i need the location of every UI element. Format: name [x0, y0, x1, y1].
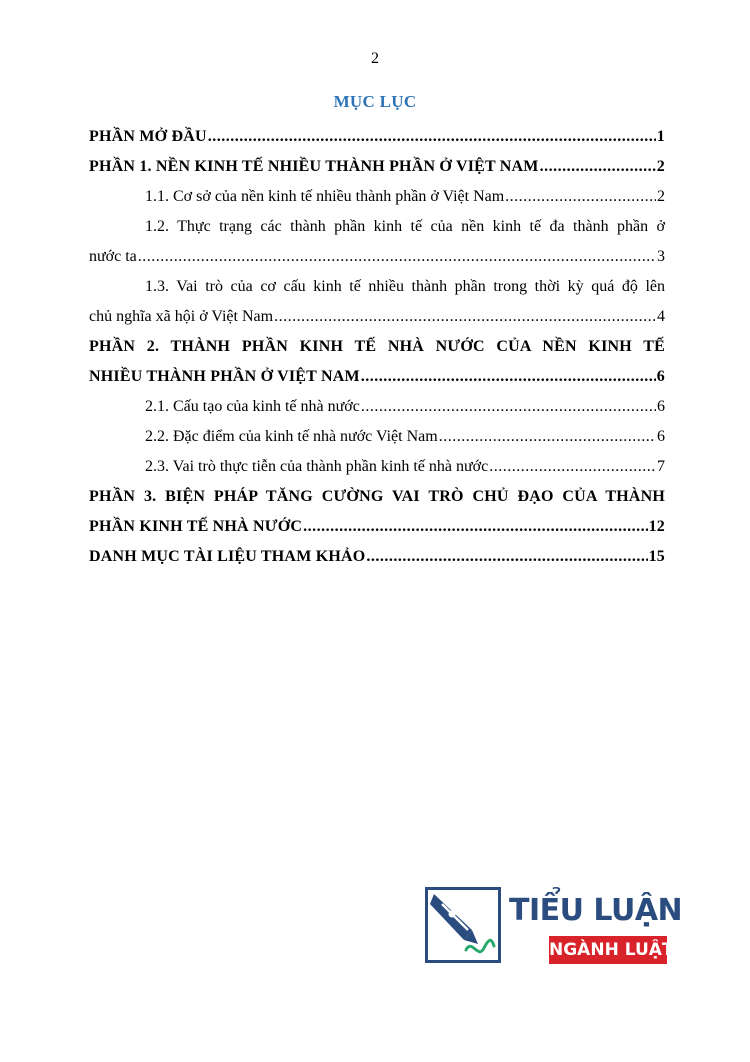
toc-entry-page: 7: [657, 458, 665, 475]
toc-entry-text-line2: chủ nghĩa xã hội ở Việt Nam: [89, 308, 274, 325]
toc-entry-page: 2: [656, 158, 665, 175]
toc-entry-1-3[interactable]: [89, 272, 665, 332]
toc-entry-2-2[interactable]: [89, 422, 665, 452]
toc-entry-intro[interactable]: [89, 122, 665, 152]
table-of-contents: [89, 122, 665, 572]
toc-entry-1-1[interactable]: [89, 182, 665, 212]
toc-entry-text: PHẦN MỞ ĐẦU: [89, 128, 207, 145]
toc-entry-2-3[interactable]: [89, 452, 665, 482]
toc-entry-page: 2: [657, 188, 665, 205]
toc-entry-text-line2: NHIỀU THÀNH PHẦN Ở VIỆT NAM: [89, 368, 360, 385]
toc-entry-page: 6: [657, 428, 665, 445]
toc-entry-text: PHẦN 1. NỀN KINH TẾ NHIỀU THÀNH PHẦN Ở VIỆT NAM: [89, 158, 539, 175]
toc-entry-references[interactable]: [89, 542, 665, 572]
logo-emblem: [425, 887, 501, 963]
toc-entry-text-line1: 1.3. Vai trò của cơ cấu kinh tế nhiều thành phần trong thời kỳ quá độ lên: [145, 278, 665, 295]
toc-entry-text-line1: 1.2. Thực trạng các thành phần kinh tế của nền kinh tế đa thành phần ở: [145, 218, 665, 235]
dot-leader: [361, 392, 656, 422]
toc-entry-text: 2.2. Đặc điểm của kinh tế nhà nước Việt Nam: [145, 428, 438, 445]
toc-entry-text: 2.3. Vai trò thực tiễn của thành phần kinh tế nhà nước: [145, 458, 489, 475]
toc-entry-page: 3: [657, 248, 665, 265]
toc-entry-text-line2: PHẦN KINH TẾ NHÀ NƯỚC: [89, 518, 303, 535]
toc-entry-page: 4: [657, 308, 665, 325]
dot-leader: [366, 542, 647, 572]
dot-leader: [361, 362, 656, 392]
toc-entry-text: 1.1. Cơ sở của nền kinh tế nhiều thành phần ở Việt Nam: [145, 188, 505, 205]
toc-entry-text-line2: nước ta: [89, 248, 137, 265]
toc-entry-text: 2.1. Cấu tạo của kinh tế nhà nước: [145, 398, 360, 415]
page-number: 2: [371, 50, 379, 67]
logo-title: TIỂU LUẬN: [509, 893, 683, 928]
toc-entry-text: DANH MỤC TÀI LIỆU THAM KHẢO: [89, 548, 366, 565]
dot-leader: [138, 242, 656, 272]
toc-entry-text-line1: PHẦN 2. THÀNH PHẦN KINH TẾ NHÀ NƯỚC CỦA NỀN KINH TẾ: [89, 338, 665, 355]
dot-leader: [489, 452, 656, 482]
toc-entry-part-1[interactable]: [89, 152, 665, 182]
toc-entry-part-2[interactable]: [89, 332, 665, 392]
brand-logo: [425, 887, 683, 967]
toc-entry-page: 6: [657, 398, 665, 415]
toc-entry-page: 1: [656, 128, 665, 145]
logo-subtitle: NGÀNH LUẬT: [549, 936, 667, 964]
dot-leader: [208, 122, 656, 152]
dot-leader: [540, 152, 656, 182]
dot-leader: [505, 182, 656, 212]
dot-leader: [274, 302, 656, 332]
toc-entry-page: 6: [656, 368, 665, 385]
toc-entry-1-2[interactable]: [89, 212, 665, 272]
toc-entry-page: 15: [648, 548, 665, 565]
dot-leader: [439, 422, 656, 452]
toc-entry-text-line1: PHẦN 3. BIỆN PHÁP TĂNG CƯỜNG VAI TRÒ CHỦ ĐẠO CỦA THÀNH: [89, 488, 665, 505]
dot-leader: [303, 512, 647, 542]
toc-entry-page: 12: [648, 518, 665, 535]
toc-entry-part-3[interactable]: [89, 482, 665, 542]
fountain-pen-nib-icon: [428, 890, 498, 960]
toc-title: MỤC LỤC: [333, 92, 417, 111]
toc-entry-2-1[interactable]: [89, 392, 665, 422]
